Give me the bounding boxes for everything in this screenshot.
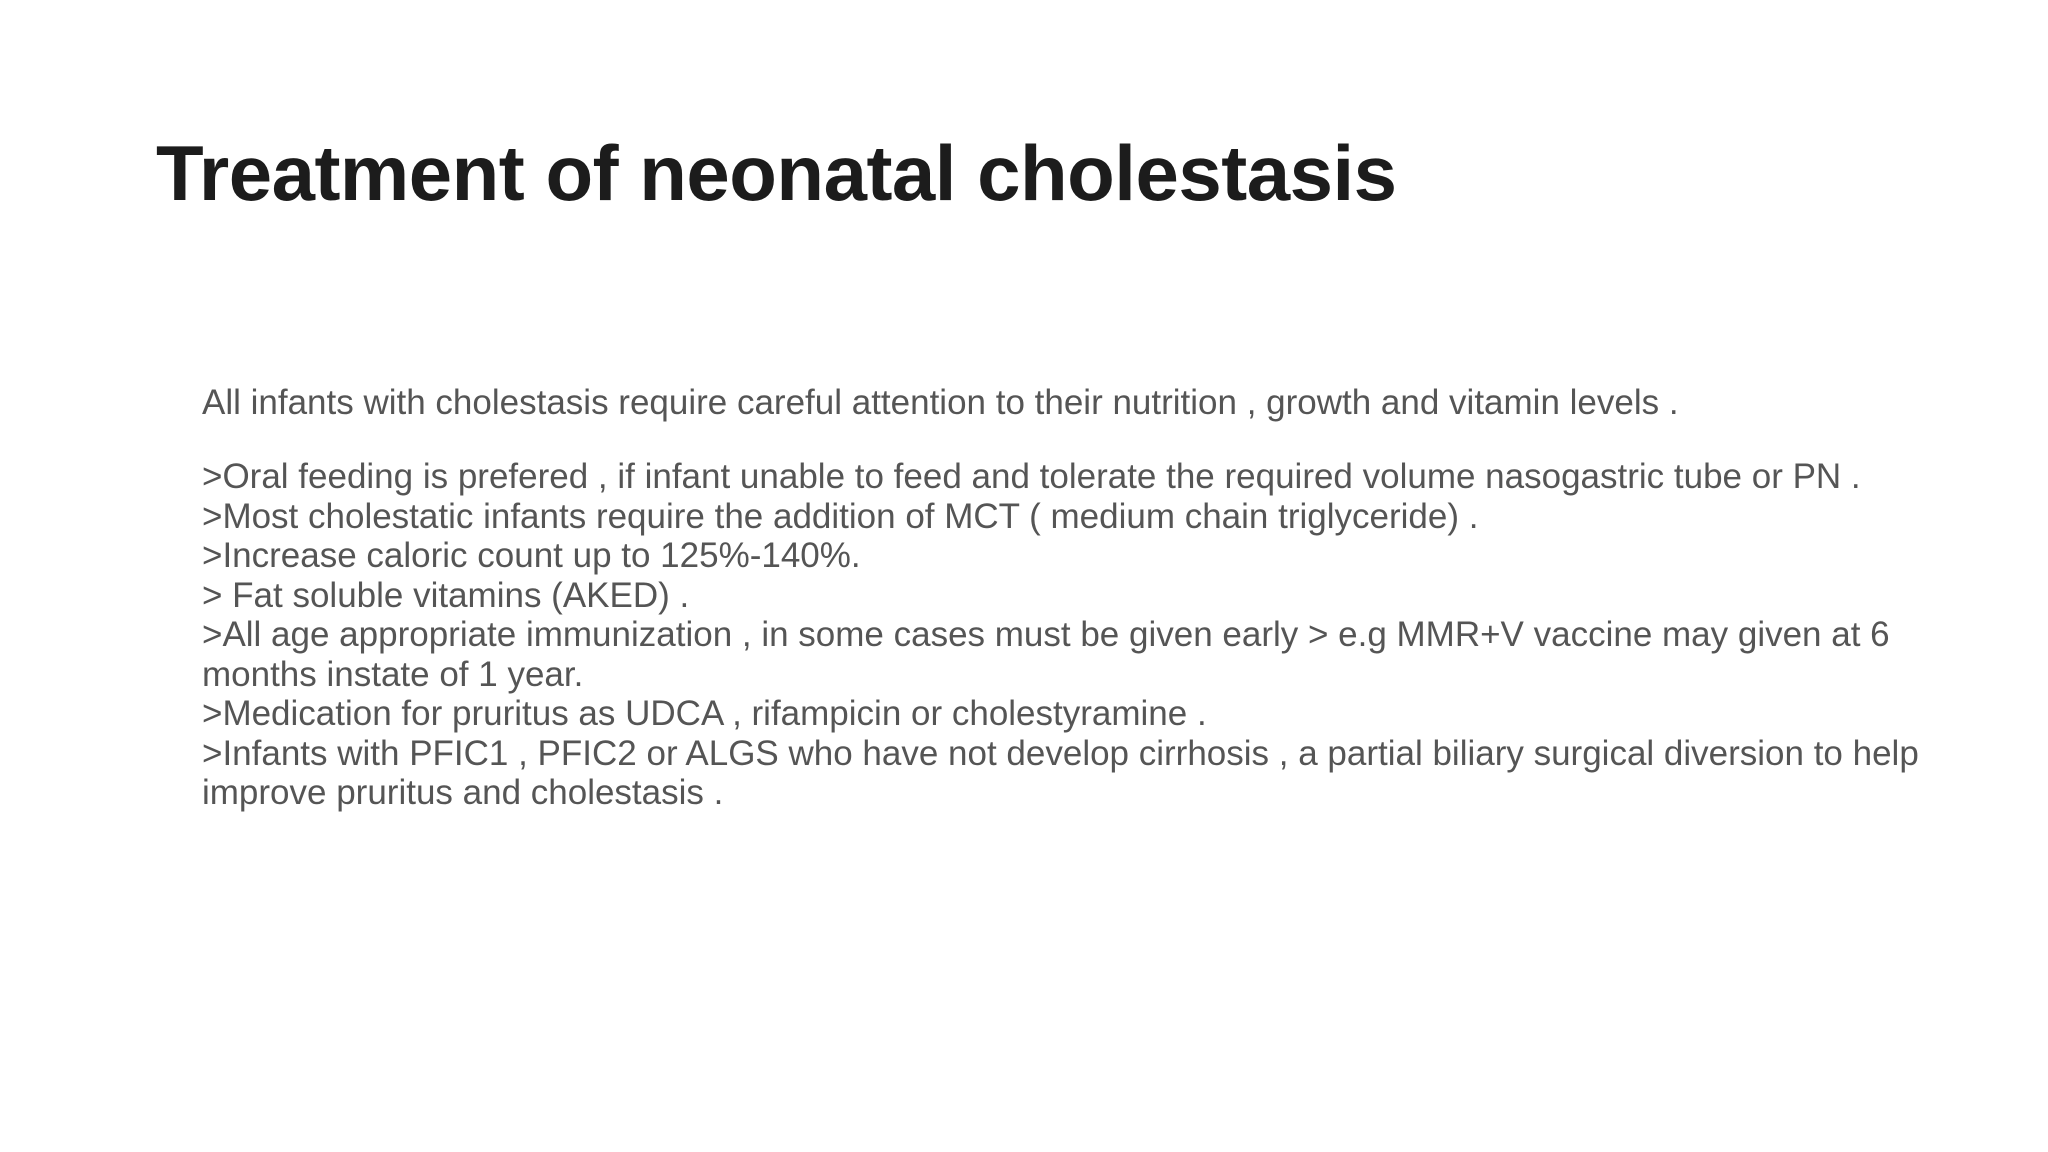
treatment-point-mct: >Most cholestatic infants require the addition of MCT ( medium chain triglyceride) . <box>202 496 1479 536</box>
slide-title: Treatment of neonatal cholestasis <box>156 129 1397 217</box>
treatment-point-vitamins: > Fat soluble vitamins (AKED) . <box>202 575 690 615</box>
intro-paragraph: All infants with cholestasis require careful attention to their nutrition , growth and vitamin levels . <box>202 383 1679 422</box>
treatment-point-immunization: >All age appropriate immunization , in some cases must be given early > e.g MMR+V vaccine may given at 6 months instate of 1 year. <box>202 615 1890 694</box>
slide-body <box>202 381 1992 813</box>
treatment-point-caloric-count: >Increase caloric count up to 125%-140%. <box>202 536 861 575</box>
treatment-point-biliary-diversion: >Infants with PFIC1 , PFIC2 or ALGS who have not develop cirrhosis , a partial biliary surgical diversion to help improve pruritus and cholestasis . <box>202 733 1919 812</box>
treatment-point-pruritus-medication: >Medication for pruritus as UDCA , rifampicin or cholestyramine . <box>202 694 1207 733</box>
treatment-point-oral-feeding: >Oral feeding is prefered , if infant unable to feed and tolerate the required volume nasogastric tube or PN . <box>202 457 1861 496</box>
